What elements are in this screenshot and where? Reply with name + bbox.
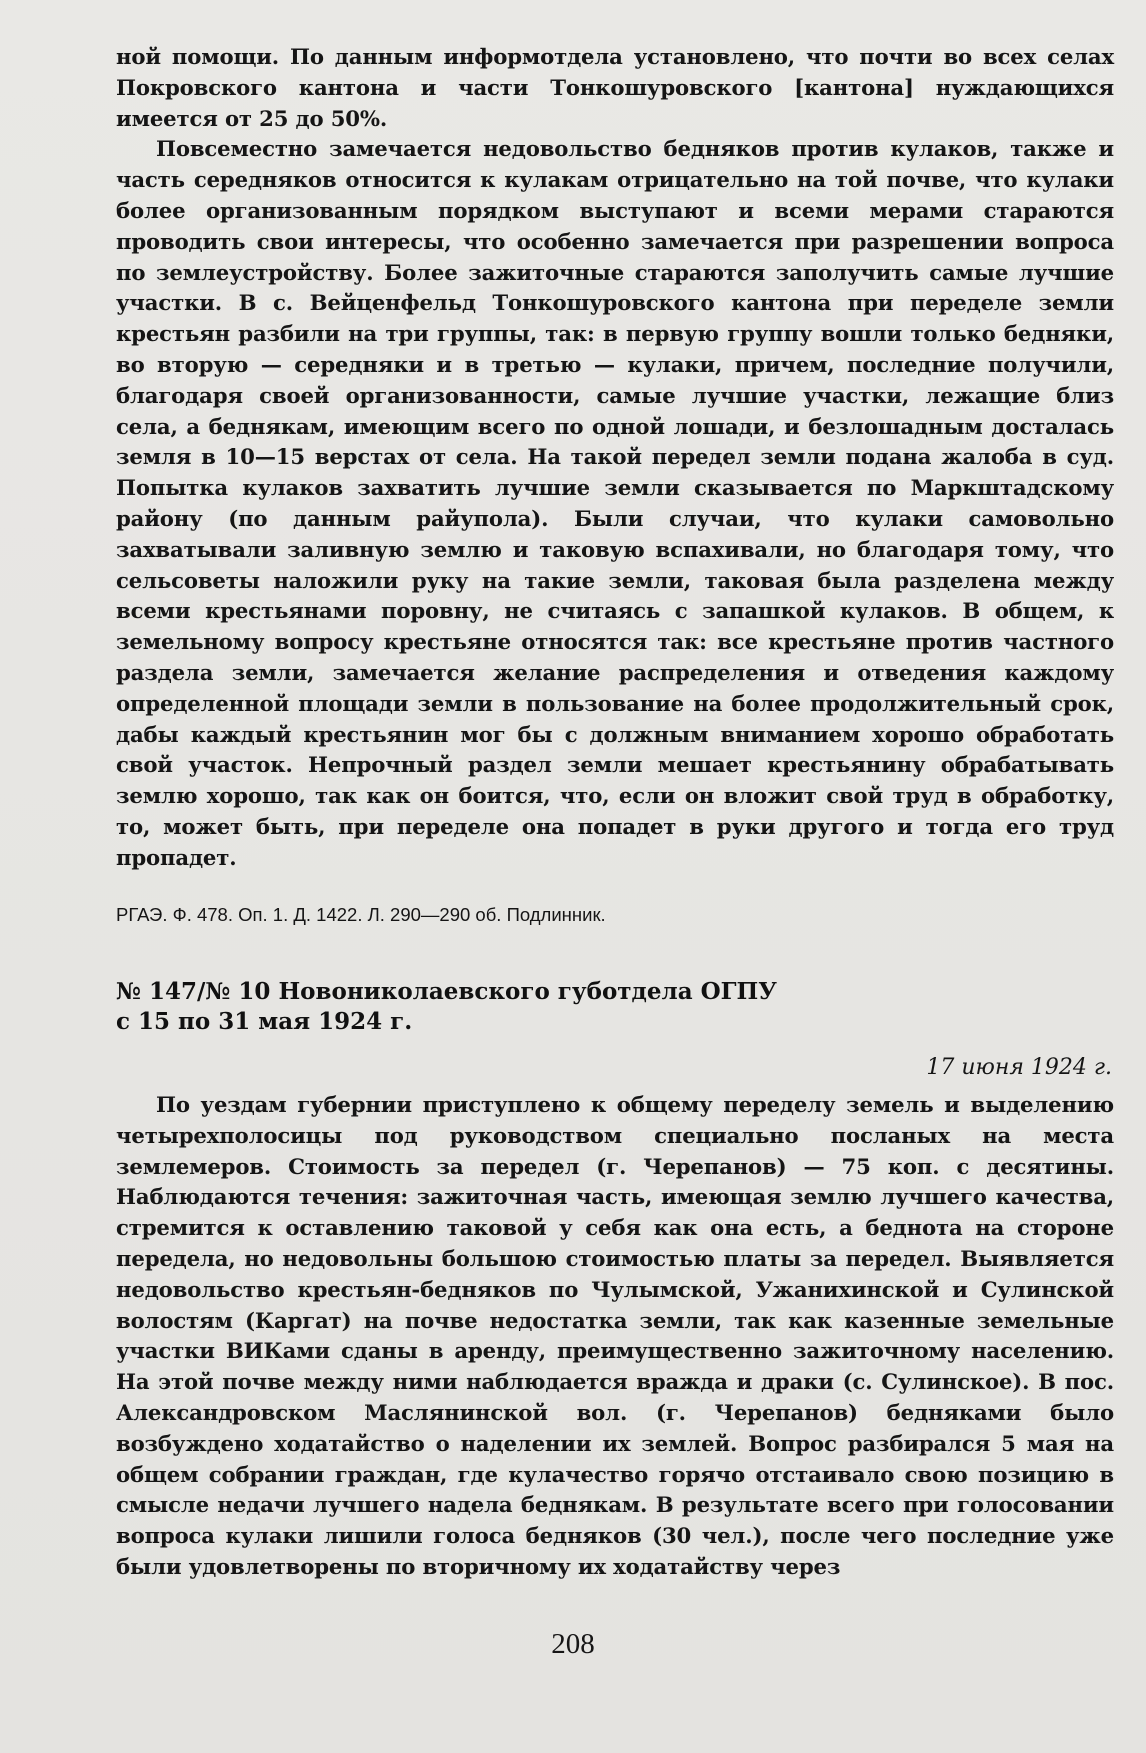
paragraph-continuation: ной помощи. По данным информотдела установлено, что почти во всех селах Покровского кантона и части Тонкошуровского [кантона] нуждающихся имеется от 25 до 50%. — [116, 44, 1114, 131]
document-date: 17 июня 1924 г. — [926, 1055, 1112, 1080]
document-heading-line-2: с 15 по 31 мая 1924 г. — [116, 1008, 413, 1035]
page-number: 208 — [551, 1628, 595, 1660]
archive-source-citation: РГАЭ. Ф. 478. Оп. 1. Д. 1422. Л. 290—290 об. Подлинник. — [116, 904, 606, 925]
paragraph-land-dispute: Повсеместно замечается недовольство бедняков против кулаков, также и часть середняков относится к кулакам отрицательно на той почве, что кулаки более организованным порядком выступают и всеми мерами стараются проводить свои интересы, что особенно замечается при разрешении вопроса по землеустройству. Более зажиточные стараются заполучить самые лучшие участки. В с. Вейценфельд Тонкошуровского кантона при переделе земли крестьян разбили на три группы, так: в первую группу вошли только бедняки, во вторую — середняки и в третью — кулаки, причем, последние получили, благодаря своей организованности, самые лучшие участки, лежащие близ села, а беднякам, имеющим всего по одной лошади, и безлошадным досталась земля в 10—15 верстах от села. На такой передел земли подана жалоба в суд. Попытка кулаков захватить лучшие земли сказывается по Маркштадскому району (по данным райупола). Были случаи, что кулаки самовольно захватывали заливную землю и таковую вспахивали, но благодаря тому, что сельсоветы наложили руку на такие земли, таковая была разделена между всеми крестьянами поровну, не считаясь с запашкой кулаков. В общем, к земельному вопросу крестьяне относятся так: все крестьяне против частного раздела земли, замечается желание распределения и отведения каждому определенной площади земли в пользование на более продолжительный срок, дабы каждый крестьянин мог бы с должным вниманием хорошо обработать свой участок. Непрочный раздел земли мешает крестьянину обрабатывать землю хорошо, так как он боится, что, если он вложит свой труд в обработку, то, может быть, при переделе она попадет в руки другого и тогда его труд пропадет. — [116, 136, 1114, 870]
document-heading-line-1: № 147/№ 10 Новониколаевского губотдела ОГПУ — [116, 978, 777, 1005]
section-1-text — [116, 42, 1114, 874]
paragraph-redistribution: По уездам губернии приступлено к общему переделу земель и выделению четырехполосицы под руководством специально посланых на места землемеров. Стоимость за передел (г. Черепанов) — 75 коп. с десятины. Наблюдаются течения: зажиточная часть, имеющая землю лучшего качества, стремится к оставлению таковой у себя как она есть, а беднота на стороне передела, но недовольны большою стоимостью платы за передел. Выявляется недовольство крестьян-бедняков по Чулымской, Ужанихинской и Сулинской волостям (Каргат) на почве недостатка земли, так как казенные земельные участки ВИКами сданы в аренду, преимущественно зажиточному населению. На этой почве между ними наблюдается вражда и драки (с. Сулинское). В пос. Александровском Маслянинской вол. (г. Черепанов) бедняками было возбуждено ходатайство о наделении их землей. Вопрос разбирался 5 мая на общем собрании граждан, где кулачество горячо отстаивало свою позицию в смысле недачи лучшего надела беднякам. В результате всего при голосовании вопроса кулаки лишили голоса бедняков (30 чел.), после чего последние уже были удовлетворены по вторичному их ходатайству через — [116, 1092, 1114, 1579]
document-heading — [116, 977, 1016, 1037]
section-2-text — [116, 1090, 1114, 1583]
